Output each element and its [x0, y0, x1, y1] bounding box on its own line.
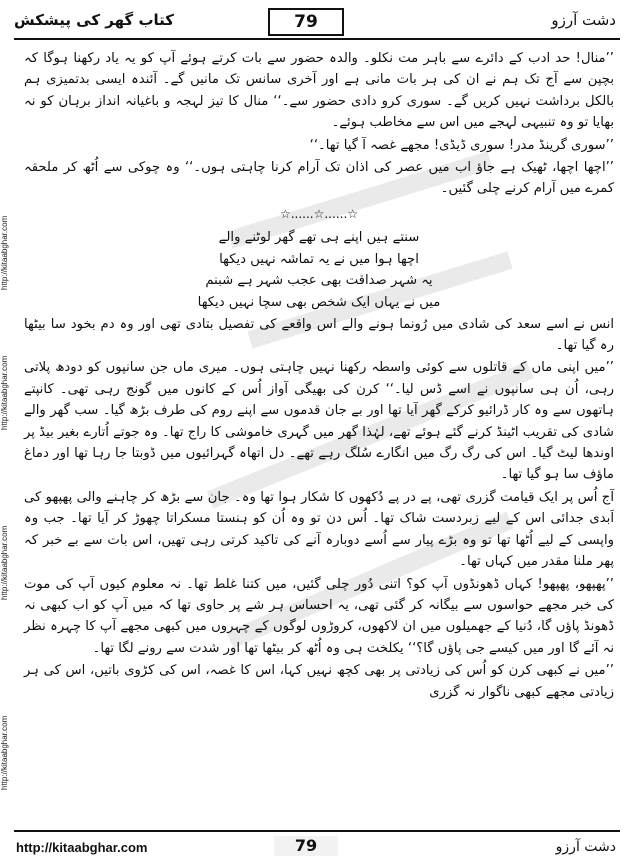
poem-line: اچھا ہوا میں نے یہ تماشہ نہیں دیکھا — [219, 251, 419, 267]
page-body — [24, 48, 614, 704]
footer-book-title: دشت آرزو — [555, 839, 616, 855]
paragraph: آج اُس پر ایک قیامت گزری تھی، پے در پے دُکھوں کا شکار ہوا تھا وہ۔ جان سے بڑھ کر چاہنے والی پھپھو کی اَبدی جدائی اس کے لیے زبردست شاک تھا۔ اُس دن تو وہ اُن کو ہنستا مسکراتا چھوڑ کر آیا تھا۔ جب وہ واپسی کے لیے اُٹھا تھا تو وہ بڑے پیار سے اُسے دوبارہ آنے کی تاکید کرتی رہی تھیں، اس بات سے بے خبر کہ پھر ملنا مقدر میں کہاں تھا۔ — [24, 489, 614, 570]
paragraph: ’’پھپھو، پھپھو! کہاں ڈھونڈوں آپ کو؟ اتنی دُور چلی گئیں، میں کتنا غلط تھا۔ نہ معلوم کیوں آپ کی موت کی خبر مجھے حواسوں سے بیگانہ کر گئی تھی، یہ احساس ہر شے پر حاوی تھا کہ میں آپ کو اب کبھی نہ ڈھونڈ پاؤں گا، دُنیا کے جھمیلوں میں ان لاکھوں، کروڑوں لوگوں کے چہروں میں کبھی مجھے آپ کا چہرہ نظر نہ آئے گا اور میں کیسے جی پاؤں گا؟‘‘ یکلخت ہی وہ اُٹھ کر بیٹھا تھا اور شدت سے رونے لگا تھا۔ — [24, 576, 614, 656]
side-url-2[interactable]: http://kitaabghar.com — [0, 355, 9, 430]
page-footer — [14, 836, 620, 862]
header-publisher-title: کتاب گھر کی پیشکش — [14, 11, 175, 29]
paragraph: ’’اچھا اچھا، ٹھیک ہے جاؤ اب میں عصر کی اذان تک آرام کرنا چاہتی ہوں۔‘‘ وہ چوکی سے اُٹھ کر ملحقہ کمرے میں آرام کرنے چلی گئیں۔ — [24, 160, 614, 197]
side-url-4[interactable]: http://kitaabghar.com — [0, 715, 9, 790]
paragraph: انس نے اسے سعد کی شادی میں رُونما ہونے والے اس واقعے کی تفصیل بتادی تھی اور وہ دم بخود سا بیٹھا رہ گیا تھا۔ — [24, 316, 614, 354]
header-rule — [14, 38, 620, 40]
side-url-3[interactable]: http://kitaabghar.com — [0, 525, 9, 600]
page-header — [14, 8, 620, 34]
paragraph: ’’سوری گرینڈ مدر! سوری ڈیڈی! مجھے غصہ آ گیا تھا۔‘‘ — [309, 137, 614, 153]
paragraph: ’’میں نے کبھی کرن کو اُس کی زیادتی پر بھی کچھ نہیں کہا، اس کا غصہ، اس کی کڑوی باتیں، اس کی ہر زیادتی مجھے کبھی ناگوار نہ گزری — [24, 663, 614, 700]
footer-page-number: 79 — [274, 836, 338, 856]
paragraph: ’’میں اپنی ماں کے قاتلوں سے کوئی واسطہ رکھنا نہیں چاہتی ہوں۔ میری ماں جن سانپوں کو دودھ پلاتی رہی، اُن ہی سانپوں نے اسے ڈس لیا۔‘‘ کرن کی بھیگی آواز اُس کے کانوں میں گونج رہی تھی۔ کانپتے ہاتھوں سے وہ کار ڈرائیو کرکے گھر آیا تھا اور بے جان قدموں سے اپنے روم کی طرف بڑھ گیا۔ سب گھر والے شادی کی تقریب اٹینڈ کرنے گئے ہوئے تھے، لہٰذا گھر میں گہری خاموشی کا راج تھا۔ وہ جوتے اُتارے بغیر بیڈ پر اوندھا لیٹ گیا۔ اس کی رگ رگ میں انگارے سُلگ رہے تھے۔ دل اتھاہ گہرائیوں میں ڈوبتا جا رہا تھا اور دماغ ماؤف سا ہو گیا تھا۔ — [24, 360, 614, 483]
footer-rule — [14, 830, 620, 832]
poem — [24, 227, 614, 313]
paragraph: ’’منال! حد ادب کے دائرے سے باہر مت نکلو۔ والدہ حضور سے بات کرتے ہوئے آپ کو یہ یاد رکھنا ہوگا کہ بچپن سے آج تک ہم نے ان کی ہر بات مانی ہے اور آخری سانس تک مانیں گے۔ آئندہ ایسی بدتمیزی ہم بالکل برداشت نہیں کریں گے۔ سوری کرو دادی حضور سے۔‘‘ منال کا تیز لہجہ و باغیانہ انداز برہان کو نہ بھایا تو وہ تنبیہی لہجے میں اس سے مخاطب ہوئے۔ — [24, 51, 614, 131]
poem-line: میں نے یہاں ایک شخص بھی سچا نہیں دیکھا — [197, 295, 441, 311]
footer-site-link[interactable]: http://kitaabghar.com — [16, 840, 148, 855]
side-url-1[interactable]: http://kitaabghar.com — [0, 215, 9, 290]
section-separator: ☆......☆......☆ — [279, 206, 359, 221]
poem-line: یہ شہر صداقت بھی عجب شہر ہے شبنم — [205, 273, 433, 289]
poem-line: سنتے ہیں اپنے ہی تھے گھر لوٹنے والے — [218, 230, 420, 246]
header-book-title: دشت آرزو — [551, 11, 616, 29]
header-page-number: 79 — [268, 8, 344, 36]
